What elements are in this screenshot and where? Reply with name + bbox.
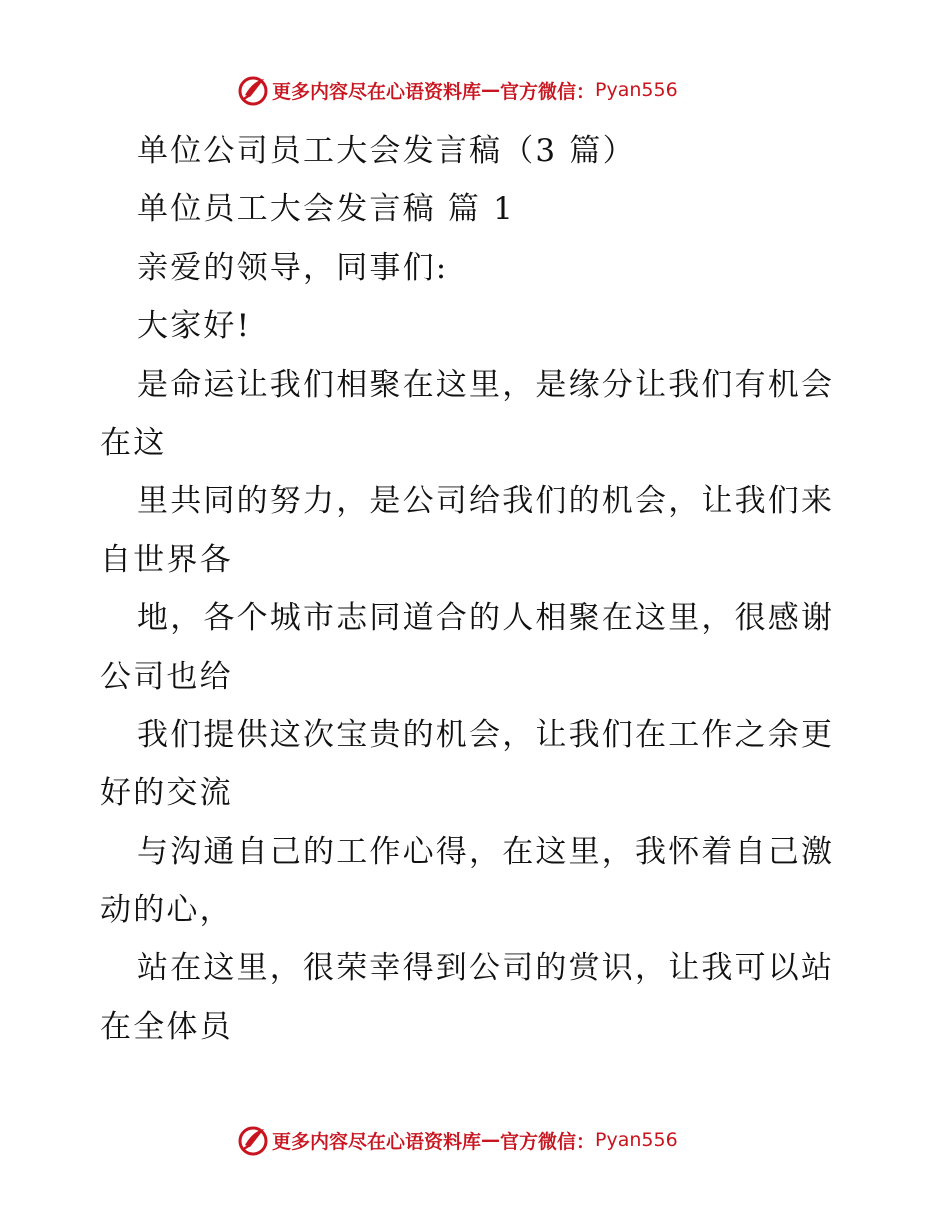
paragraph-line: 在这 [100,424,167,461]
paragraph-line: 我们提供这次宝贵的机会，让我们在工作之余更 [137,716,835,753]
paragraph-line: 自世界各 [100,541,233,578]
banner-dash: — [481,79,501,101]
paragraph-line: 好的交流 [100,775,233,812]
document-body [100,122,860,1056]
footer-banner [236,1122,678,1158]
banner-wechat-handle: Pyan556 [595,79,678,101]
banner-dash: — [481,1129,501,1151]
paragraph-line: 在全体员 [100,1008,233,1045]
brand-logo-icon [236,1123,270,1157]
paragraph-line: 单位公司员工大会发言稿（3 篇） [137,133,636,169]
banner-site-text: 更多内容尽在心语资料库 [272,80,482,103]
banner-wechat-label: 官方微信： [500,1130,596,1153]
banner-wechat-handle: Pyan556 [595,1129,678,1151]
paragraph-line: 与沟通自己的工作心得，在这里，我怀着自己激 [137,833,835,870]
paragraph-line: 里共同的努力，是公司给我们的机会，让我们来 [137,483,835,520]
brand-logo-icon [236,73,270,107]
paragraph-line: 地，各个城市志同道合的人相聚在这里，很感谢 [137,600,835,637]
header-banner [236,72,678,108]
paragraph-line: 大家好! [137,308,252,345]
paragraph-line: 是命运让我们相聚在这里，是缘分让我们有机会 [137,366,835,403]
paragraph-line: 公司也给 [100,658,233,695]
paragraph-line: 亲爱的领导，同事们: [137,249,449,286]
paragraph-line: 站在这里，很荣幸得到公司的赏识，让我可以站 [137,950,835,987]
banner-site-text: 更多内容尽在心语资料库 [272,1130,482,1153]
paragraph-line: 动的心， [100,892,233,929]
banner-wechat-label: 官方微信： [500,80,596,103]
paragraph-line: 单位员工大会发言稿 篇 1 [137,191,516,228]
